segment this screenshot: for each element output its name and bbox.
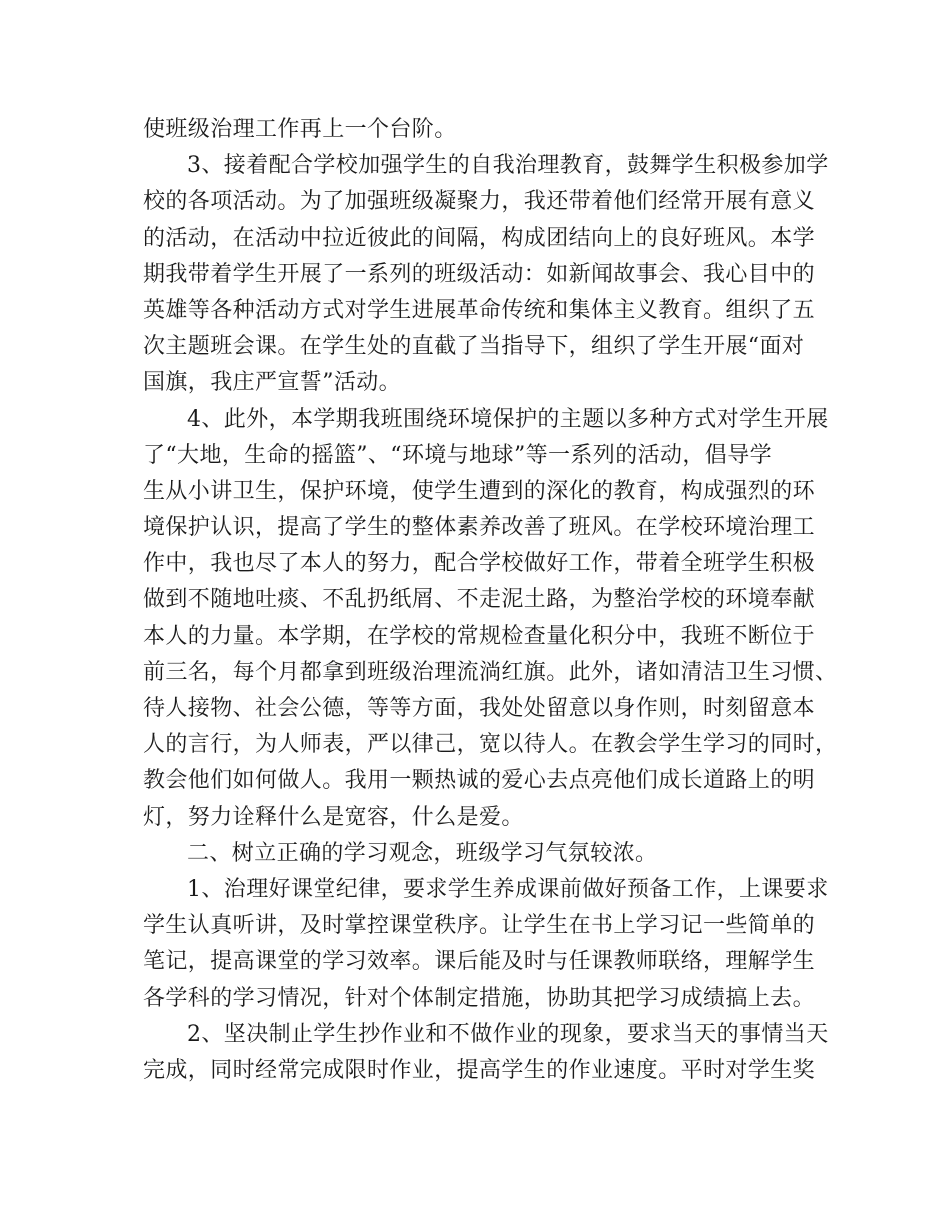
- text-line: 二、树立正确的学习观念，班级学习气氛较浓。: [187, 840, 658, 866]
- document-body: [143, 112, 838, 1089]
- text-line: 各学科的学习情况，针对个体制定措施，协助其把学习成绩搞上去。: [143, 985, 816, 1011]
- text-line: 校的各项活动。为了加强班级凝聚力，我还带着他们经常开展有意义: [143, 189, 816, 215]
- text-line: 做到不随地吐痰、不乱扔纸屑、不走泥土路，为整治学校的环境奉献: [143, 587, 816, 613]
- text-line: 作中，我也尽了本人的努力，配合学校做好工作，带着全班学生积极: [143, 551, 816, 577]
- text-line: 学生认真听讲，及时掌控课堂秩序。让学生在书上学习记一些简单的: [143, 913, 816, 939]
- text-line: 笔记，提高课堂的学习效率。课后能及时与任课教师联络，理解学生: [143, 949, 816, 975]
- text-line: 2、坚决制止学生抄作业和不做作业的现象，要求当天的事情当天: [187, 1021, 829, 1047]
- text-line: 1、治理好课堂纪律，要求学生养成课前做好预备工作，上课要求: [187, 876, 829, 902]
- text-line: 生从小讲卫生，保护环境，使学生遭到的深化的教育，构成强烈的环: [143, 478, 816, 504]
- text-line: 人的言行，为人师表，严以律己，宽以待人。在教会学生学习的同时，: [143, 732, 838, 758]
- text-line: 使班级治理工作再上一个台阶。: [143, 117, 457, 142]
- text-line: 国旗，我庄严宣誓”活动。: [143, 370, 402, 396]
- text-line: 境保护认识，提高了学生的整体素养改善了班风。在学校环境治理工: [143, 515, 816, 541]
- text-line: 期我带着学生开展了一系列的班级活动：如新闻故事会、我心目中的: [143, 261, 816, 287]
- text-line: 4、此外，本学期我班围绕环境保护的主题以多种方式对学生开展: [187, 406, 829, 432]
- text-line: 次主题班会课。在学生处的直截了当指导下，组织了学生开展“面对: [143, 334, 805, 360]
- text-line: 前三名，每个月都拿到班级治理流淌红旗。此外，诸如清洁卫生习惯、: [143, 659, 838, 685]
- text-line: 完成，同时经常完成限时作业，提高学生的作业速度。平时对学生奖: [143, 1057, 816, 1083]
- text-line: 英雄等各种活动方式对学生进展革命传统和集体主义教育。组织了五: [143, 297, 816, 323]
- text-line: 3、接着配合学校加强学生的自我治理教育，鼓舞学生积极参加学: [187, 153, 829, 179]
- text-line: 待人接物、社会公德，等等方面，我处处留意以身作则，时刻留意本: [143, 696, 816, 721]
- text-line: 的活动，在活动中拉近彼此的间隔，构成团结向上的良好班风。本学: [143, 225, 816, 251]
- text-line: 了“大地，生命的摇篮”、“环境与地球”等一系列的活动，倡导学: [143, 442, 772, 468]
- text-line: 教会他们如何做人。我用一颗热诚的爱心去点亮他们成长道路上的明: [143, 768, 816, 794]
- text-line: 本人的力量。本学期，在学校的常规检查量化积分中，我班不断位于: [143, 623, 816, 649]
- text-line: 灯，努力诠释什么是宽容，什么是爱。: [143, 804, 524, 830]
